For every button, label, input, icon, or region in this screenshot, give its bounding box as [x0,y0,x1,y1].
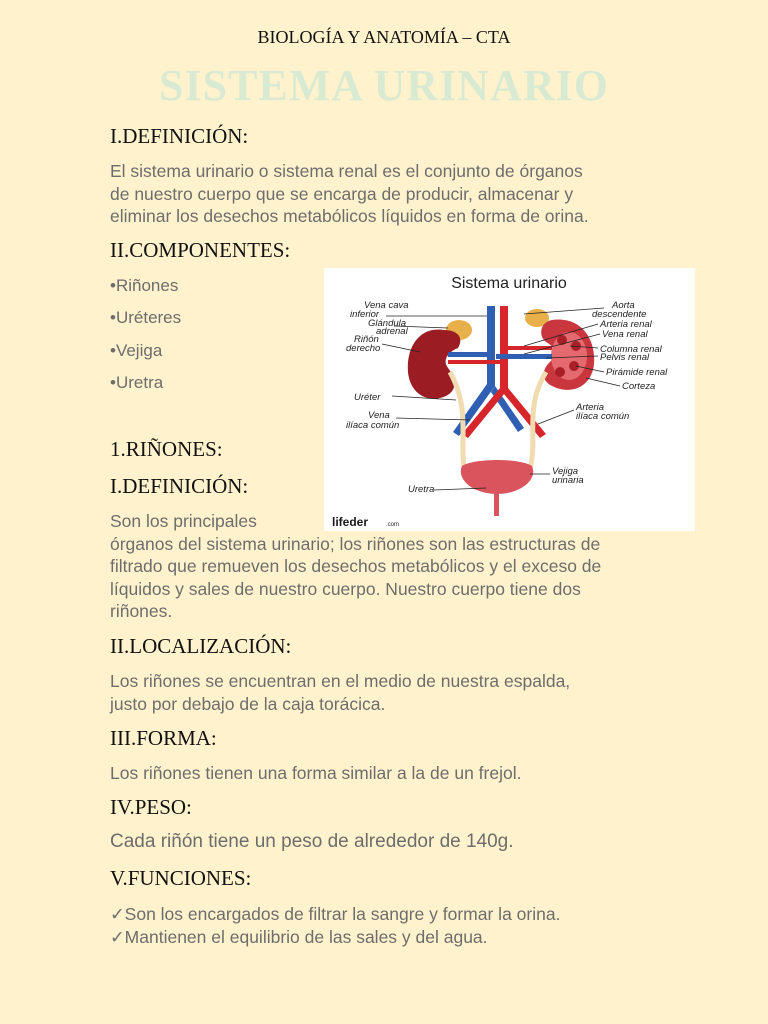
label-vena-cava-2: inferior [350,309,380,320]
label-vena-iliaca-2: ilíaca común [346,420,400,431]
label-ureter: Uréter [354,392,381,403]
list-item: •Riñones [110,276,179,295]
label-vejiga-2: urinaria [552,475,584,486]
kidneys-definition-heading: I.DEFINICIÓN: [110,474,249,498]
label-arteria-iliaca: Arteria [576,402,604,413]
label-glandula-2: adrenal [376,326,408,337]
label-corteza: Corteza [622,381,656,392]
shape-text: Los riñones tienen una forma similar a la de un frejol. [110,763,522,783]
location-heading: II.LOCALIZACIÓN: [110,634,292,658]
functions-list [110,903,560,948]
text-line: Los riñones se encuentran en el medio de nuestra espalda, [110,671,571,691]
right-kidney [408,330,461,399]
location-paragraph [110,670,570,715]
components-heading: II.COMPONENTES: [110,238,291,262]
renal-pyramid [557,335,567,345]
label-arteria-iliaca-2: ilíaca común [576,411,630,422]
definition-heading: I.DEFINICIÓN: [110,124,249,148]
text-line: órganos del sistema urinario; los riñones son las estructuras de [110,533,601,554]
text-line: El sistema urinario o sistema renal es el conjunto de órganos [110,161,583,181]
label-uretra: Uretra [408,484,435,495]
watermark: lifeder [332,515,369,529]
definition-paragraph [110,160,589,228]
label-glandula: Glándula [368,318,407,329]
label-rinon-2: derecho [346,343,381,354]
renal-vein-left [496,354,552,359]
list-item: ✓Son los encargados de filtrar la sangre y formar la orina. [110,904,561,924]
text-line: eliminar los desechos metabólicos líquidos en forma de orina. [110,206,589,226]
label-aorta-2: descendente [592,309,647,320]
functions-heading: V.FUNCIONES: [110,866,252,890]
label-columna: Columna renal [600,344,662,355]
text-line: riñones. [110,601,173,621]
shape-heading: III.FORMA: [110,726,217,750]
weight-heading: IV.PESO: [110,795,192,819]
kidneys-definition-paragraph [110,510,601,623]
label-arteria-renal: Arteria renal [600,319,652,330]
watermark-suffix: .com [386,522,400,528]
label-vejiga: Vejiga [552,466,579,477]
text-line: Son los principales [110,511,257,531]
weight-text: Cada riñón tiene un peso de alrededor de 140g. [110,831,514,852]
figure-title: Sistema urinario [451,275,567,292]
renal-artery-right [448,360,500,364]
list-item: •Vejiga [110,341,163,360]
label-vena-iliaca: Vena [368,410,390,421]
label-rinon: Riñón [354,334,379,345]
label-pelvis: Pelvis renal [600,352,650,363]
ureter-left [530,372,546,468]
document-title: SISTEMA URINARIO [159,61,609,110]
kidneys-heading: 1.RIÑONES: [110,437,223,461]
document-header: BIOLOGÍA Y ANATOMÍA – CTA [257,27,511,47]
renal-pyramid [555,367,565,377]
label-vena-cava: Vena cava [364,300,409,311]
text-line: de nuestro cuerpo que se encarga de producir, almacenar y [110,183,574,204]
text-line: justo por debajo de la caja torácica. [110,693,386,714]
list-item: •Uretra [110,373,164,392]
renal-vein-right [448,352,488,357]
label-aorta: Aorta [612,300,635,311]
urinary-system-figure [324,268,695,531]
label-vena-renal: Vena renal [602,329,648,340]
text-line: filtrado que remueven los desechos metabólicos y el exceso de [110,556,602,576]
label-piramide: Pirámide renal [606,367,668,378]
list-item: •Uréteres [110,308,182,327]
text-line: líquidos y sales de nuestro cuerpo. Nuestro cuerpo tiene dos [110,578,581,599]
list-item: ✓Mantienen el equilibrio de las sales y del agua. [110,926,488,947]
